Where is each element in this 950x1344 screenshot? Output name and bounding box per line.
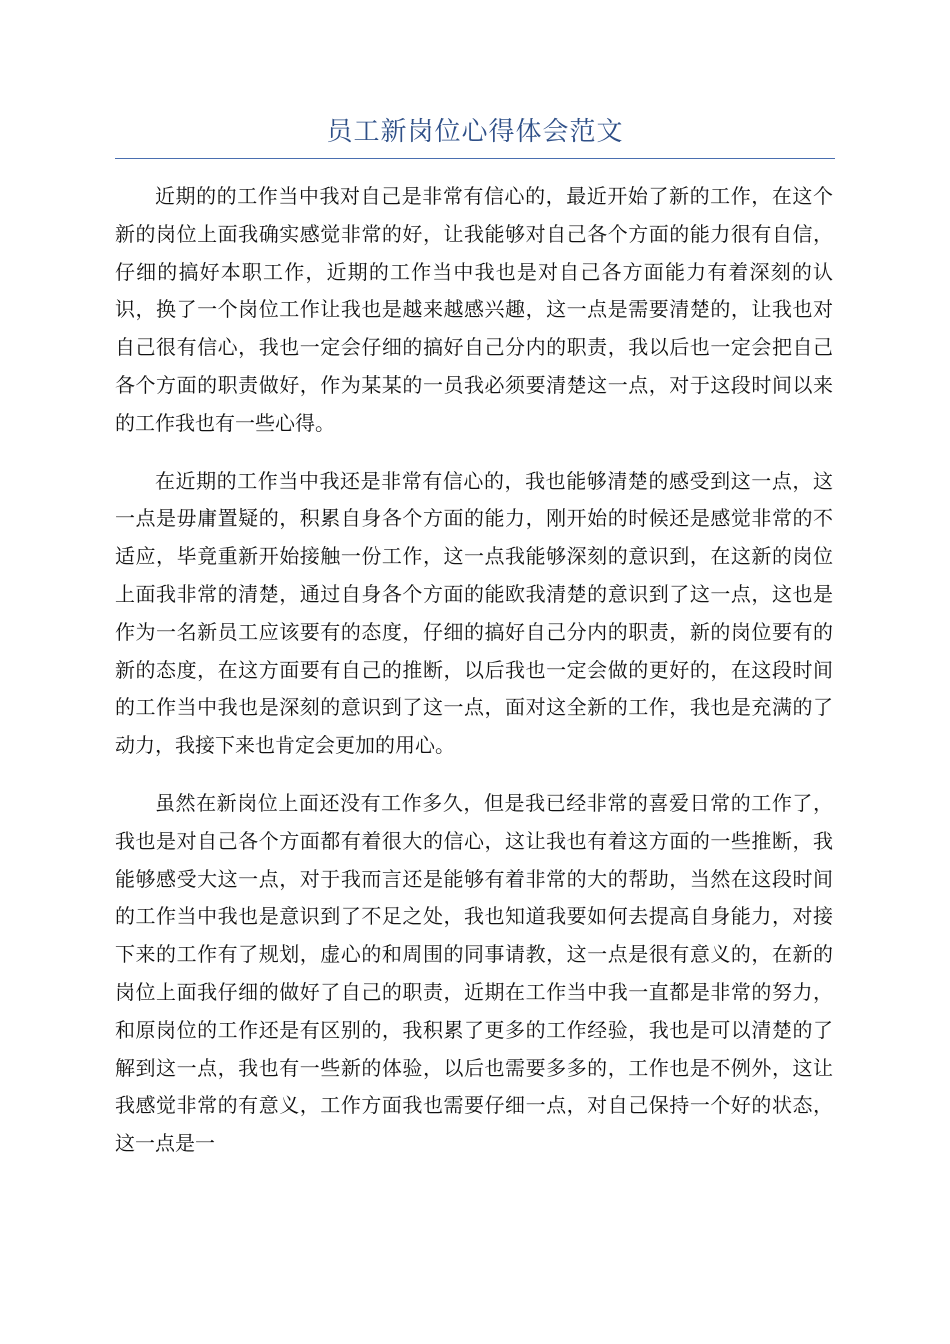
paragraph-3: 虽然在新岗位上面还没有工作多久，但是我已经非常的喜爱日常的工作了，我也是对自己各个方面都有着很大的信心，这让我也有着这方面的一些推断，我能够感受大这一点，对于我而言还是能够有着非常的大的帮助，当然在这段时间的工作当中我也是意识到了不足之处，我也知道我要如何去提高自身能力，对接下来的工作有了规划，虚心的和周围的同事请教，这一点是很有意义的，在新的岗位上面我仔细的做好了自己的职责，近期在工作当中我一直都是非常的努力，和原岗位的工作还是有区别的，我积累了更多的工作经验，我也是可以清楚的了解到这一点，我也有一些新的体验，以后也需要多多的，工作也是不例外，这让我感觉非常的有意义，工作方面我也需要仔细一点，对自己保持一个好的状态，这一点是一	[115, 790, 833, 1156]
document-body	[115, 178, 833, 1198]
page-title: 员工新岗位心得体会范文	[326, 117, 624, 147]
paragraph-2: 在近期的工作当中我还是非常有信心的，我也能够清楚的感受到这一点，这一点是毋庸置疑的，积累自身各个方面的能力，刚开始的时候还是感觉非常的不适应，毕竟重新开始接触一份工作，这一点我能够深刻的意识到，在这新的岗位上面我非常的清楚，通过自身各个方面的能欧我清楚的意识到了这一点，这也是作为一名新员工应该要有的态度，仔细的搞好自己分内的职责，新的岗位要有的新的态度，在这方面要有自己的推断，以后我也一定会做的更好的，在这段时间的工作当中我也是深刻的意识到了这一点，面对这全新的工作，我也是充满的了动力，我接下来也肯定会更加的用心。	[115, 468, 833, 758]
paragraph-1: 近期的的工作当中我对自己是非常有信心的，最近开始了新的工作，在这个新的岗位上面我确实感觉非常的好，让我能够对自己各个方面的能力很有自信，仔细的搞好本职工作，近期的工作当中我也是对自己各方面能力有着深刻的认识，换了一个岗位工作让我也是越来越感兴趣，这一点是需要清楚的，让我也对自己很有信心，我也一定会仔细的搞好自己分内的职责，我以后也一定会把自己各个方面的职责做好，作为某某的一员我必须要清楚这一点，对于这段时间以来的工作我也有一些心得。	[115, 184, 833, 435]
title-block	[115, 108, 835, 159]
title-underline	[115, 158, 835, 159]
